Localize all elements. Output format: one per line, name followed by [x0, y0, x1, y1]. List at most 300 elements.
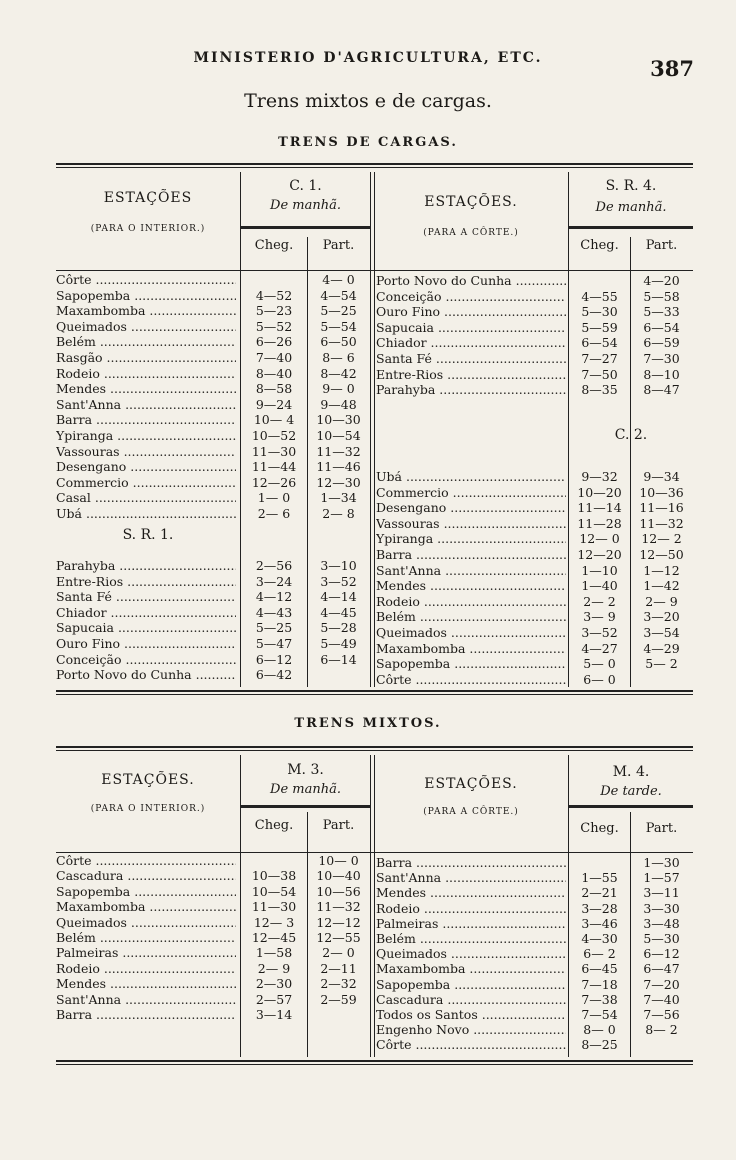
- arrival-time: 8—35: [581, 382, 618, 398]
- departure-time: 10—40: [316, 868, 361, 884]
- cargas-right-stations-heading: ESTAÇÕES.: [424, 194, 518, 210]
- cargas-right-part-header: Part.: [645, 238, 678, 253]
- departure-time: 11—32: [316, 899, 361, 915]
- arrival-time: 10—54: [251, 883, 297, 899]
- departure-time: 6—47: [643, 961, 680, 977]
- departure-time: 3—48: [643, 915, 680, 931]
- timetable-row: [56, 475, 370, 491]
- departure-time: 1—34: [320, 490, 357, 506]
- arrival-time: 11—44: [251, 459, 297, 475]
- timetable-row: [56, 574, 370, 590]
- cargas-left-direction: (PARA O INTERIOR.): [90, 224, 206, 234]
- departure-time: 3—52: [320, 573, 357, 589]
- departure-time: 5— 2: [645, 656, 678, 672]
- departure-time: 3—11: [643, 885, 680, 901]
- timetable-row: [376, 901, 693, 917]
- mixtos-right-direction: (PARA A CÔRTE.): [423, 807, 519, 817]
- departure-time: 7—40: [643, 991, 680, 1007]
- arrival-time: 10—38: [251, 868, 297, 884]
- cargas-left-cheg-header: Cheg.: [254, 238, 294, 253]
- timetable-row: [56, 558, 370, 574]
- timetable-row: [56, 428, 370, 444]
- departure-time: 8— 6: [322, 350, 355, 365]
- cargas-left-sub-train: S. R. 1.: [122, 527, 174, 543]
- arrival-time: 3—14: [255, 1007, 293, 1022]
- arrival-time: 3— 9: [583, 609, 616, 625]
- page-subtitle: Trens mixtos e de cargas.: [244, 90, 492, 112]
- timetable-row: [56, 605, 370, 621]
- arrival-time: 9—24: [255, 396, 293, 412]
- departure-time: 10—56: [316, 883, 361, 899]
- arrival-time: 6—54: [581, 335, 618, 351]
- timetable-row: [376, 351, 693, 367]
- departure-time: 2— 8: [322, 506, 355, 521]
- station-name: Sapopemba .....: [56, 288, 236, 304]
- station-name: Queimados .....: [56, 319, 236, 335]
- arrival-time: 8—58: [255, 381, 293, 397]
- station-name: Belém .....: [376, 609, 566, 625]
- timetable-row: [56, 652, 370, 668]
- station-name: Porto Novo do Cunha .....: [56, 667, 236, 683]
- station-name: Ubá .....: [56, 506, 236, 522]
- page-number: 387: [650, 56, 694, 81]
- departure-time: 5—58: [643, 288, 680, 304]
- arrival-time: 12—26: [251, 474, 297, 490]
- station-name: Maxambomba .....: [376, 961, 566, 977]
- timetable-row: [376, 609, 693, 625]
- timetable-row: [376, 916, 693, 932]
- arrival-time: 4—12: [255, 589, 293, 605]
- timetable-row: [376, 469, 693, 485]
- station-name: Parahyba .....: [376, 382, 566, 398]
- departure-time: 9— 0: [322, 381, 355, 397]
- cargas-section-title: TRENS DE CARGAS.: [278, 135, 458, 150]
- departure-time: 11—16: [639, 500, 684, 516]
- timetable-row: [56, 397, 370, 413]
- station-name: Queimados .....: [376, 946, 566, 962]
- timetable-row: [56, 444, 370, 460]
- arrival-time: 11—30: [251, 899, 297, 915]
- station-name: Maxambomba .....: [56, 303, 236, 319]
- timetable-row: [376, 335, 693, 351]
- timetable-row: [376, 656, 693, 672]
- station-name: Queimados .....: [56, 915, 236, 931]
- timetable-row: [56, 620, 370, 636]
- station-name: Sapopemba .....: [56, 884, 236, 900]
- arrival-time: 4—55: [581, 288, 618, 304]
- arrival-time: 11—30: [251, 443, 297, 459]
- timetable-row: [56, 884, 370, 900]
- arrival-time: 1—10: [581, 562, 618, 578]
- departure-time: 8—42: [320, 365, 357, 381]
- departure-time: 2— 0: [322, 945, 355, 961]
- timetable-row: [56, 412, 370, 428]
- station-name: Sant'Anna .....: [376, 870, 566, 886]
- departure-time: 5—25: [320, 303, 357, 319]
- departure-time: 4—29: [643, 640, 680, 656]
- arrival-time: 7—54: [581, 1007, 618, 1022]
- arrival-time: 5—52: [255, 318, 293, 334]
- timetable-row: [376, 516, 693, 532]
- departure-time: 6—12: [643, 946, 680, 962]
- station-name: Conceição .....: [376, 289, 566, 305]
- arrival-time: 1—58: [255, 945, 293, 961]
- station-name: Cascadura .....: [376, 992, 566, 1008]
- timetable-row: [376, 1022, 693, 1038]
- arrival-time: 3—28: [581, 900, 618, 916]
- timetable-row: [376, 382, 693, 398]
- arrival-time: 8—40: [255, 365, 293, 381]
- station-name: Belém .....: [56, 334, 236, 350]
- departure-time: 7—20: [643, 976, 680, 992]
- timetable-row: [376, 672, 693, 688]
- arrival-time: 6—45: [581, 961, 618, 977]
- station-name: Palmeiras .....: [376, 916, 566, 932]
- station-name: Ouro Fino .....: [376, 304, 566, 320]
- arrival-time: 6— 2: [583, 946, 616, 962]
- station-name: Sant'Anna .....: [56, 992, 236, 1008]
- arrival-time: 12— 3: [253, 914, 295, 930]
- timetable-row: [56, 334, 370, 350]
- timetable-row: [56, 915, 370, 931]
- cargas-right-direction: (PARA A CÔRTE.): [423, 228, 519, 238]
- arrival-time: 12—45: [251, 930, 297, 945]
- station-name: Rodeio .....: [376, 594, 566, 610]
- arrival-time: 6—12: [255, 651, 293, 667]
- timetable-row: [56, 459, 370, 475]
- timetable-row: [376, 563, 693, 579]
- departure-time: 6—54: [643, 319, 680, 335]
- cargas-left-part-header: Part.: [322, 238, 355, 253]
- timetable-row: [376, 1037, 693, 1053]
- departure-time: 11—46: [316, 459, 361, 475]
- departure-time: 12—12: [316, 914, 361, 930]
- arrival-time: 8— 0: [583, 1022, 616, 1038]
- arrival-time: 2—30: [255, 976, 293, 992]
- arrival-time: 1—55: [581, 870, 618, 886]
- timetable-row: [376, 641, 693, 657]
- arrival-time: 7—18: [581, 976, 618, 992]
- departure-time: 12— 2: [641, 531, 682, 547]
- timetable-row: [376, 885, 693, 901]
- station-name: Rasgão .....: [56, 350, 236, 366]
- departure-time: 7—56: [643, 1007, 680, 1022]
- timetable-row: [56, 589, 370, 605]
- mixtos-right-stations-heading: ESTAÇÕES.: [424, 776, 518, 792]
- timetable-row: [56, 1007, 370, 1023]
- departure-time: 8—47: [643, 382, 680, 398]
- arrival-time: 5—23: [255, 303, 293, 319]
- station-name: Chiador .....: [376, 335, 566, 351]
- arrival-time: 4—27: [581, 640, 618, 656]
- arrival-time: 5—30: [581, 304, 618, 320]
- timetable-row: [56, 853, 370, 869]
- station-name: Parahyba .....: [56, 558, 236, 574]
- station-name: Côrte .....: [56, 853, 236, 869]
- arrival-time: 1—40: [581, 578, 618, 594]
- station-name: Chiador .....: [56, 605, 236, 621]
- station-name: Mendes .....: [376, 885, 566, 901]
- mixtos-section-title: TRENS MIXTOS.: [294, 716, 442, 731]
- departure-time: 1—57: [643, 870, 680, 886]
- station-name: Palmeiras .....: [56, 945, 236, 961]
- departure-time: 5—28: [320, 620, 357, 636]
- station-name: Vassouras .....: [56, 444, 236, 460]
- timetable-row: [376, 870, 693, 886]
- station-name: Barra .....: [376, 547, 566, 563]
- station-name: Conceição .....: [56, 652, 236, 668]
- timetable-row: [56, 930, 370, 946]
- arrival-time: 8—25: [581, 1037, 618, 1053]
- departure-time: 12—30: [316, 474, 361, 490]
- arrival-time: 4—43: [255, 604, 293, 620]
- arrival-time: 6—42: [255, 667, 293, 683]
- station-name: Belém .....: [56, 930, 236, 946]
- departure-time: 4—14: [320, 589, 357, 605]
- timetable-row: [376, 500, 693, 516]
- timetable-row: [56, 490, 370, 506]
- station-name: Entre-Rios .....: [376, 367, 566, 383]
- timetable-row: [376, 289, 693, 305]
- arrival-time: 3—52: [581, 625, 618, 640]
- mixtos-left-direction: (PARA O INTERIOR.): [90, 804, 206, 814]
- arrival-time: 4—52: [255, 287, 293, 303]
- timetable-row: [56, 272, 370, 288]
- station-name: Sant'Anna .....: [376, 563, 566, 579]
- station-name: Mendes .....: [56, 976, 236, 992]
- timetable-row: [376, 931, 693, 947]
- station-name: Santa Fé .....: [376, 351, 566, 367]
- departure-time: 6—50: [320, 334, 357, 350]
- station-name: Engenho Novo .....: [376, 1022, 566, 1038]
- arrival-time: 10—20: [577, 484, 622, 500]
- cargas-right-train-id: S. R. 4.: [605, 178, 657, 194]
- mixtos-right-part-header: Part.: [645, 821, 678, 836]
- arrival-time: 7—38: [581, 991, 618, 1007]
- arrival-time: 9—32: [581, 469, 618, 484]
- station-name: Rodeio .....: [376, 901, 566, 917]
- departure-time: 4— 0: [322, 272, 355, 287]
- departure-time: 5—30: [643, 931, 680, 946]
- departure-time: 8—10: [643, 366, 680, 382]
- mixtos-left-time-of-day: De manhã.: [270, 782, 341, 797]
- arrival-time: 1— 0: [257, 490, 291, 506]
- station-name: Mendes .....: [56, 381, 236, 397]
- departure-time: 5—33: [643, 304, 680, 320]
- timetable-row: [376, 594, 693, 610]
- timetable-row: [376, 320, 693, 336]
- departure-time: 5—54: [320, 318, 357, 334]
- station-name: Belém .....: [376, 931, 566, 947]
- timetable-row: [56, 350, 370, 366]
- arrival-time: 2— 6: [257, 506, 291, 521]
- departure-time: 2— 9: [645, 593, 678, 609]
- departure-time: 4—20: [643, 273, 680, 288]
- station-name: Barra .....: [56, 412, 236, 428]
- departure-time: 11—32: [316, 443, 361, 459]
- departure-time: 10— 0: [318, 853, 359, 868]
- station-name: Maxambomba .....: [376, 641, 566, 657]
- station-name: Rodeio .....: [56, 961, 236, 977]
- departure-time: 6—59: [643, 335, 680, 351]
- departure-time: 12—50: [639, 547, 684, 562]
- departure-time: 4—45: [320, 604, 357, 620]
- arrival-time: 10—52: [251, 428, 297, 443]
- departure-time: 1—42: [643, 578, 680, 594]
- station-name: Sant'Anna .....: [56, 397, 236, 413]
- station-name: Maxambomba .....: [56, 899, 236, 915]
- timetable-row: [376, 855, 693, 871]
- station-name: Santa Fé .....: [56, 589, 236, 605]
- mixtos-right-time-of-day: De tarde.: [600, 784, 662, 799]
- arrival-time: 12— 0: [579, 531, 620, 547]
- departure-time: 1—30: [643, 855, 680, 870]
- timetable-row: [56, 506, 370, 522]
- departure-time: 4—54: [320, 287, 357, 303]
- departure-time: 12—55: [316, 930, 361, 945]
- arrival-time: 12—20: [577, 547, 622, 562]
- arrival-time: 6— 0: [583, 671, 616, 687]
- timetable-row: [376, 961, 693, 977]
- timetable-row: [56, 961, 370, 977]
- timetable-row: [56, 303, 370, 319]
- mixtos-right-train-id: M. 4.: [612, 764, 650, 780]
- cargas-left-stations-heading: ESTAÇÕES: [103, 190, 193, 206]
- mixtos-left-stations-heading: ESTAÇÕES.: [101, 772, 195, 788]
- departure-time: 10—36: [639, 484, 684, 500]
- arrival-time: 7—40: [255, 350, 293, 365]
- timetable-row: [56, 381, 370, 397]
- departure-time: 10—54: [316, 428, 361, 443]
- station-name: Ubá .....: [376, 469, 566, 485]
- mixtos-left-train-id: M. 3.: [287, 762, 324, 778]
- arrival-time: 10— 4: [253, 412, 295, 428]
- timetable-row: [376, 977, 693, 993]
- station-name: Entre-Rios .....: [56, 574, 236, 590]
- station-name: Sapucaia .....: [56, 620, 236, 636]
- cargas-left-train-id: C. 1.: [289, 178, 322, 194]
- station-name: Desengano .....: [56, 459, 236, 475]
- station-name: Desengano .....: [376, 500, 566, 516]
- departure-time: 3—30: [643, 900, 680, 916]
- timetable-row: [56, 288, 370, 304]
- arrival-time: 2— 9: [257, 960, 291, 976]
- station-name: Sapopemba .....: [376, 977, 566, 993]
- station-name: Sapopemba .....: [376, 656, 566, 672]
- departure-time: 6—14: [320, 651, 357, 667]
- arrival-time: 2—57: [255, 991, 293, 1007]
- arrival-time: 5—59: [581, 319, 618, 335]
- station-name: Sapucaia .....: [376, 320, 566, 336]
- station-name: Todos os Santos .....: [376, 1007, 566, 1023]
- cargas-right-sub-train: C. 2.: [614, 427, 648, 443]
- station-name: Ouro Fino .....: [56, 636, 236, 652]
- arrival-time: 5—47: [255, 636, 293, 651]
- timetable-row: [56, 868, 370, 884]
- cargas-right-time-of-day: De manhã.: [595, 200, 667, 215]
- running-header: MINISTERIO D'AGRICULTURA, ETC.: [193, 50, 543, 66]
- station-name: Barra .....: [376, 855, 566, 871]
- departure-time: 2—11: [320, 960, 357, 976]
- arrival-time: 7—50: [581, 366, 618, 382]
- station-name: Commercio .....: [376, 485, 566, 501]
- cargas-right-cheg-header: Cheg.: [580, 238, 619, 253]
- departure-time: 7—30: [643, 351, 680, 366]
- timetable-row: [56, 366, 370, 382]
- arrival-time: 11—28: [577, 515, 622, 531]
- timetable-row: [376, 946, 693, 962]
- departure-time: 8— 2: [645, 1022, 678, 1038]
- station-name: Ypiranga .....: [56, 428, 236, 444]
- timetable-row: [56, 976, 370, 992]
- mixtos-left-cheg-header: Cheg.: [254, 818, 294, 833]
- arrival-time: 3—46: [581, 915, 618, 931]
- timetable-row: [56, 899, 370, 915]
- timetable-row: [56, 636, 370, 652]
- station-name: Commercio .....: [56, 475, 236, 491]
- timetable-row: [56, 319, 370, 335]
- departure-time: 2—32: [320, 976, 357, 992]
- departure-time: 9—48: [320, 396, 357, 412]
- timetable-row: [376, 531, 693, 547]
- arrival-time: 2—56: [255, 558, 293, 573]
- station-name: Vassouras .....: [376, 516, 566, 532]
- timetable-row: [376, 578, 693, 594]
- arrival-time: 5—25: [255, 620, 293, 636]
- departure-time: 3—10: [320, 558, 357, 573]
- departure-time: 1—12: [643, 562, 680, 578]
- station-name: Queimados .....: [376, 625, 566, 641]
- timetable-row: [376, 547, 693, 563]
- departure-time: 9—34: [643, 469, 680, 484]
- departure-time: 2—59: [320, 991, 357, 1007]
- station-name: Barra .....: [56, 1007, 236, 1023]
- timetable-row: [376, 304, 693, 320]
- station-name: Rodeio .....: [56, 366, 236, 382]
- departure-time: 3—54: [643, 625, 680, 640]
- departure-time: 10—30: [316, 412, 361, 428]
- timetable-row: [376, 485, 693, 501]
- station-name: Porto Novo do Cunha .....: [376, 273, 566, 289]
- timetable-row: [376, 367, 693, 383]
- departure-time: 3—20: [643, 609, 680, 625]
- timetable-row: [376, 992, 693, 1008]
- arrival-time: 6—26: [255, 334, 293, 350]
- arrival-time: 2— 2: [583, 593, 616, 609]
- station-name: Cascadura .....: [56, 868, 236, 884]
- arrival-time: 2—21: [581, 885, 618, 901]
- arrival-time: 5— 0: [583, 656, 616, 672]
- arrival-time: 4—30: [581, 931, 618, 946]
- arrival-time: 11—14: [577, 500, 622, 516]
- mixtos-right-cheg-header: Cheg.: [580, 821, 619, 836]
- station-name: Ypiranga .....: [376, 531, 566, 547]
- station-name: Mendes .....: [376, 578, 566, 594]
- station-name: Côrte .....: [376, 1037, 566, 1053]
- timetable-row: [376, 1007, 693, 1023]
- timetable-row: [376, 273, 693, 289]
- arrival-time: 3—24: [255, 573, 293, 589]
- timetable-row: [56, 667, 370, 683]
- timetable-row: [56, 992, 370, 1008]
- timetable-row: [56, 945, 370, 961]
- station-name: Casal .....: [56, 490, 236, 506]
- station-name: Côrte .....: [56, 272, 236, 288]
- departure-time: 11—32: [639, 515, 684, 531]
- departure-time: 5—49: [320, 636, 357, 651]
- timetable-row: [376, 625, 693, 641]
- cargas-left-time-of-day: De manhã.: [270, 198, 341, 213]
